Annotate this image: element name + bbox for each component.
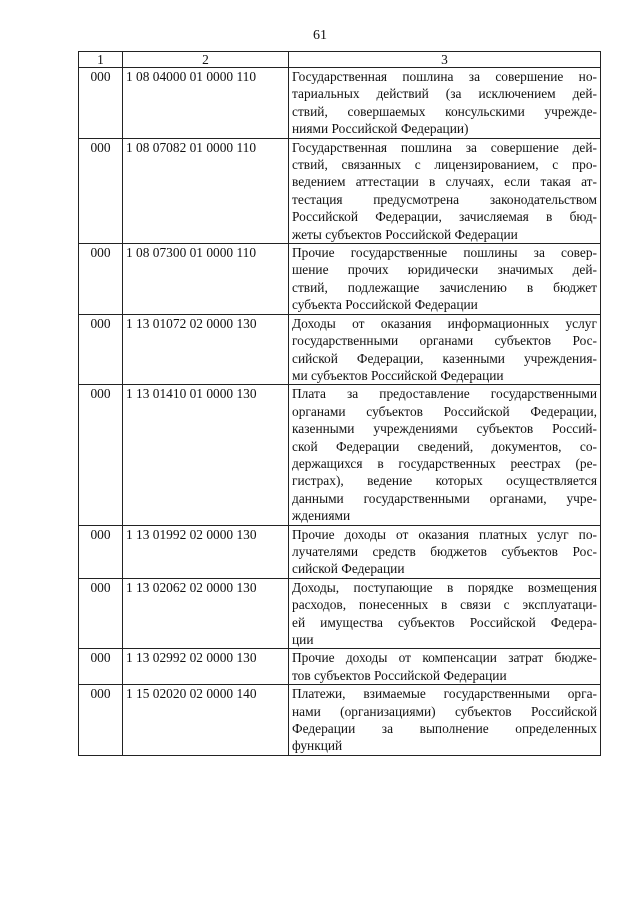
description-line: Платежи, взимаемые государственными орга- <box>292 686 597 702</box>
description-line: данными государственными органами, учре- <box>292 490 597 506</box>
revenue-code-cell: 1 13 02992 02 0000 130 <box>123 649 289 685</box>
table-row <box>79 525 601 578</box>
description-line: Прочие государственные пошлины за совер- <box>292 245 597 261</box>
description-line: Государственная пошлина за совершение дей- <box>292 139 597 155</box>
revenue-codes-table <box>78 51 601 756</box>
revenue-code-cell: 1 08 07082 01 0000 110 <box>123 138 289 243</box>
revenue-code-cell: 1 13 01992 02 0000 130 <box>123 525 289 578</box>
admin-code-cell: 000 <box>79 525 123 578</box>
description-line: функций <box>292 738 343 754</box>
column-header-1: 1 <box>79 52 123 68</box>
description-line: Доходы от оказания информационных услуг <box>292 315 597 331</box>
description-line: государственными органами субъектов Рос- <box>292 333 597 349</box>
description-cell <box>289 578 601 649</box>
revenue-code-cell: 1 08 07300 01 0000 110 <box>123 244 289 315</box>
description-cell <box>289 138 601 243</box>
admin-code-cell: 000 <box>79 244 123 315</box>
description-cell <box>289 385 601 525</box>
description-line: держащихся в государственных реестрах (ре- <box>292 455 597 471</box>
description-line: сийской Федерации <box>292 561 405 577</box>
description-line: ниями Российской Федерации) <box>292 121 469 137</box>
description-line: Прочие доходы от компенсации затрат бюдже- <box>292 650 597 666</box>
admin-code-cell: 000 <box>79 578 123 649</box>
description-line: ми субъектов Российской Федерации <box>292 367 504 383</box>
description-line: шение прочих юридически значимых дей- <box>292 262 597 278</box>
description-line: тариальных действий (за исключением дей- <box>292 86 597 102</box>
description-cell <box>289 649 601 685</box>
description-line: Прочие доходы от оказания платных услуг по- <box>292 526 597 542</box>
description-cell <box>289 244 601 315</box>
description-cell <box>289 685 601 756</box>
admin-code-cell: 000 <box>79 649 123 685</box>
description-line: тестация предусмотрена законодательством <box>292 191 597 207</box>
admin-code-cell: 000 <box>79 68 123 139</box>
admin-code-cell: 000 <box>79 385 123 525</box>
description-line: Плата за предоставление государственными <box>292 386 597 402</box>
admin-code-cell: 000 <box>79 138 123 243</box>
admin-code-cell: 000 <box>79 685 123 756</box>
revenue-code-cell: 1 15 02020 02 0000 140 <box>123 685 289 756</box>
table-row <box>79 244 601 315</box>
description-line: нами (организациями) субъектов Российской <box>292 703 597 719</box>
description-line: ствий, связанных с лицензированием, с про- <box>292 157 597 173</box>
description-line: ведением аттестации в случаях, если такая ат- <box>292 174 597 190</box>
description-line: ей имущества субъектов Российской Федера- <box>292 614 597 630</box>
revenue-code-cell: 1 08 04000 01 0000 110 <box>123 68 289 139</box>
description-line: ствий, совершаемых консульскими учрежде- <box>292 103 597 119</box>
description-line: расходов, понесенных в связи с эксплуатаци- <box>292 597 597 613</box>
description-line: тов субъектов Российской Федерации <box>292 667 507 683</box>
description-line: ждениями <box>292 508 351 524</box>
description-cell <box>289 525 601 578</box>
description-cell <box>289 68 601 139</box>
description-line: субъекта Российской Федерации <box>292 297 478 313</box>
description-line: Российской Федерации, зачисляемая в бюд- <box>292 209 597 225</box>
description-line: Доходы, поступающие в порядке возмещения <box>292 579 597 595</box>
table-row <box>79 138 601 243</box>
table-row <box>79 314 601 385</box>
description-line: органами субъектов Российской Федерации, <box>292 403 597 419</box>
revenue-code-cell: 1 13 02062 02 0000 130 <box>123 578 289 649</box>
description-line: ской Федерации сведений, документов, со- <box>292 438 597 454</box>
description-line: казенными учреждениями субъектов Россий- <box>292 421 597 437</box>
description-line: гистрах), ведение которых осуществляется <box>292 473 597 489</box>
column-header-2: 2 <box>123 52 289 68</box>
description-line: сийской Федерации, казенными учреждения- <box>292 350 597 366</box>
description-line: ствий, подлежащие зачислению в бюджет <box>292 279 597 295</box>
revenue-code-cell: 1 13 01072 02 0000 130 <box>123 314 289 385</box>
table-row <box>79 649 601 685</box>
page-number: 61 <box>313 28 327 43</box>
description-line: ции <box>292 632 314 647</box>
description-line: жеты субъектов Российской Федерации <box>292 226 518 242</box>
table-row <box>79 578 601 649</box>
description-cell <box>289 314 601 385</box>
description-line: Федерации за выполнение определенных <box>292 721 597 737</box>
table-row <box>79 68 601 139</box>
column-header-3: 3 <box>289 52 601 68</box>
description-line: лучателями средств бюджетов субъектов Рос- <box>292 543 597 559</box>
description-line: Государственная пошлина за совершение но- <box>292 69 597 84</box>
table-row <box>79 685 601 756</box>
table-row <box>79 385 601 525</box>
admin-code-cell: 000 <box>79 314 123 385</box>
revenue-code-cell: 1 13 01410 01 0000 130 <box>123 385 289 525</box>
table-header-row <box>79 52 601 68</box>
